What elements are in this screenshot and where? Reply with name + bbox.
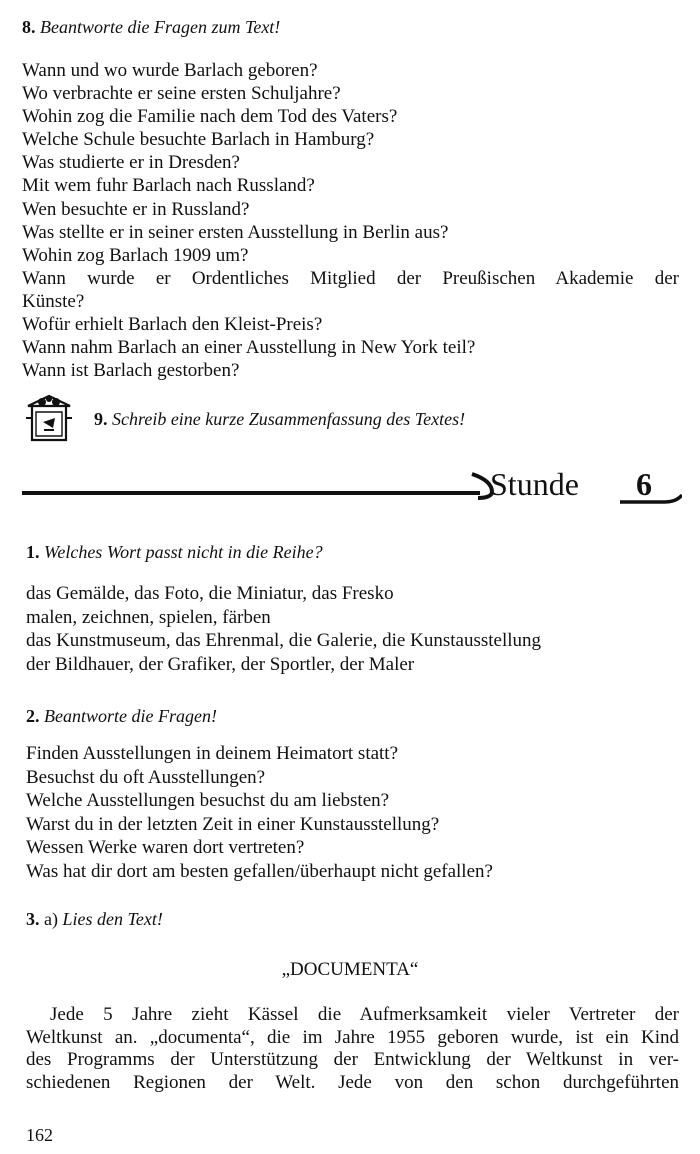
question-line: Wohin zog die Familie nach dem Tod des Vaters? (22, 106, 398, 128)
word-row: der Bildhauer, der Grafiker, der Sportler, der Maler (26, 653, 415, 675)
question-line: Was stellte er in seiner ersten Ausstellung in Berlin aus? (22, 221, 449, 243)
question-line: Wann wurde er Ordentliches Mitglied der Preußischen Akademie der (22, 267, 679, 289)
task-3-heading (26, 908, 163, 930)
question-line: Welche Ausstellungen besuchst du am liebsten? (26, 790, 390, 811)
task-2-number: 2. (26, 706, 40, 726)
task-2-instruction: Beantworte die Fragen! (44, 706, 217, 726)
task-3-subpart: a) (44, 909, 58, 929)
lesson-number: 6 (636, 466, 652, 502)
task-9-number: 9. (94, 409, 108, 429)
paragraph-line: Weltkunst an. „documenta“, die im Jahre 1955 geboren wurde, ist ein Kind (26, 1026, 679, 1048)
task-3-number: 3. (26, 909, 40, 929)
task-8-instruction: Beantworte die Fragen zum Text! (40, 17, 281, 37)
question-line: Mit wem fuhr Barlach nach Russland? (22, 175, 315, 197)
word-row: das Kunstmuseum, das Ehrenmal, die Galerie, die Kunstausstellung (26, 630, 542, 651)
task-8-number: 8. (22, 17, 36, 37)
text-title: „DOCUMENTA“ (281, 959, 419, 980)
word-row: das Gemälde, das Foto, die Miniatur, das Fresko (26, 583, 394, 604)
task-1-number: 1. (26, 542, 40, 562)
question-line: Warst du in der letzten Zeit in einer Kunstausstellung? (26, 813, 440, 835)
question-line: Wann ist Barlach gestorben? (22, 360, 240, 382)
task-2-question-list (26, 742, 679, 883)
question-line: Wann nahm Barlach an einer Ausstellung in New York teil? (22, 337, 476, 359)
question-line: Wann und wo wurde Barlach geboren? (22, 60, 318, 81)
task-1-heading (26, 541, 323, 563)
question-line: Wohin zog Barlach 1909 um? (22, 244, 249, 266)
lesson-label: Stunde (490, 466, 579, 502)
task-1-word-rows (26, 582, 679, 676)
question-line: Welche Schule besuchte Barlach in Hamburg? (22, 129, 375, 151)
question-line: Künste? (22, 290, 85, 312)
question-line: Finden Ausstellungen in deinem Heimatort statt? (26, 743, 399, 764)
task-8-heading (22, 16, 280, 38)
lesson-number-underline (620, 494, 682, 506)
reading-text-paragraph (26, 1004, 679, 1094)
task-8-question-list (22, 59, 679, 382)
question-line: Wen besuchte er in Russland? (22, 198, 250, 220)
paragraph-line: des Programms der Unterstützung der Entwicklung der Weltkunst in ver- (26, 1049, 679, 1070)
question-line: Was hat dir dort am besten gefallen/überhaupt nicht gefallen? (26, 860, 493, 882)
question-line: Wofür erhielt Barlach den Kleist-Preis? (22, 314, 323, 336)
writing-desk-icon (20, 388, 78, 446)
paragraph-line: schiedenen Regionen der Welt. Jede von den schon durchgeführten (26, 1071, 679, 1093)
paragraph-line: Jede 5 Jahre zieht Kässel die Aufmerksamkeit vieler Vertreter der (50, 1004, 679, 1025)
page-number: 162 (26, 1125, 53, 1145)
task-1-instruction: Welches Wort passt nicht in die Reihe? (44, 542, 323, 562)
question-line: Wo verbrachte er seine ersten Schuljahre? (22, 83, 341, 105)
question-line: Besuchst du oft Ausstellungen? (26, 766, 266, 788)
question-line: Was studierte er in Dresden? (22, 152, 240, 174)
word-row: malen, zeichnen, spielen, färben (26, 606, 271, 628)
task-9-heading (94, 408, 465, 430)
question-line: Wessen Werke waren dort vertreten? (26, 837, 305, 858)
task-3-instruction: Lies den Text! (62, 909, 163, 929)
task-2-heading (26, 705, 217, 727)
lesson-divider-rule (22, 491, 480, 495)
task-9-instruction: Schreib eine kurze Zusammenfassung des Textes! (112, 409, 466, 429)
